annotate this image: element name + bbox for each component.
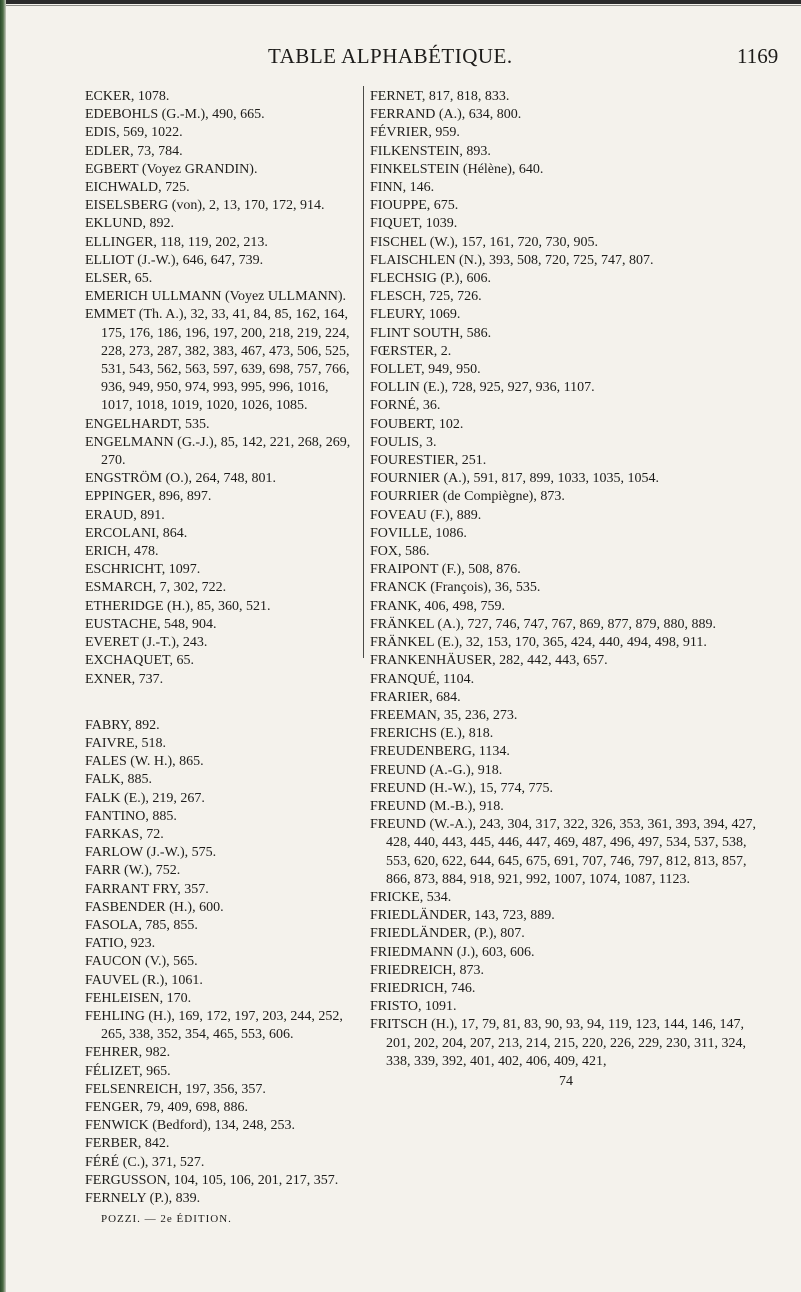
binding-edge [0,0,6,1292]
index-entry: FRÄNKEL (E.), 32, 153, 170, 365, 424, 440, 494, 498, 911. [370,635,707,651]
index-group-f [85,717,359,1208]
page-top-edge [0,0,801,4]
right-column [370,88,762,1091]
index-entry: FRANKENHÄUSER, 282, 442, 443, 657. [370,653,608,669]
index-entry: FERNELY (P.), 839. [85,1190,201,1206]
index-entry: FOVEAU (F.), 889. [370,507,482,523]
page-title: TABLE ALPHABÉTIQUE. [268,44,513,68]
index-entry: FEHLING (H.), 169, 172, 197, 203, 244, 252, 265, 338, 352, 354, 465, 553, 606. [85,1008,343,1043]
index-entry: EGBERT (Voyez GRANDIN). [85,161,258,177]
index-entry: FERRAND (A.), 634, 800. [370,107,522,123]
index-entry: FABRY, 892. [85,717,160,733]
index-entry: FOLLIN (E.), 728, 925, 927, 936, 1107. [370,380,595,396]
index-entry: FRIEDREICH, 873. [370,962,484,978]
index-entry: FARKAS, 72. [85,826,164,842]
index-entry: FARR (W.), 752. [85,863,181,879]
page-header [0,44,801,74]
index-entry: FENWICK (Bedford), 134, 248, 253. [85,1118,295,1134]
index-entry: FELSENREICH, 197, 356, 357. [85,1081,266,1097]
index-entry: ESMARCH, 7, 302, 722. [85,580,227,596]
index-entry: ESCHRICHT, 1097. [85,562,201,578]
index-entry: FAUVEL (R.), 1061. [85,972,203,988]
index-entry: ENGELHARDT, 535. [85,416,210,432]
index-entry: FOURESTIER, 251. [370,453,487,469]
edition-note: POZZI. — 2e ÉDITION. [101,1213,232,1226]
index-entry: FRITSCH (H.), 17, 79, 81, 83, 90, 93, 94, 119, 123, 144, 146, 147, 201, 202, 204, 207, 213, 214, 215, 220, 226, 229, 230, 311, 324, 338, 339, 392, 401, 402, 406, 409, 421, [370,1017,746,1069]
index-entry: FOURNIER (A.), 591, 817, 899, 1033, 1035, 1054. [370,471,659,487]
index-entry: FOURRIER (de Compiègne), 873. [370,489,565,505]
index-entry: EVERET (J.-T.), 243. [85,635,208,651]
index-entry: FINKELSTEIN (Hélène), 640. [370,161,544,177]
index-entry: FASBENDER (H.), 600. [85,899,224,915]
index-entry: ELLINGER, 118, 119, 202, 213. [85,234,268,250]
index-entry: EDIS, 569, 1022. [85,125,183,141]
page-number: 1169 [737,44,779,68]
index-entry: FRIEDMANN (J.), 603, 606. [370,944,535,960]
index-entry: FALK (E.), 219, 267. [85,790,205,806]
index-entry: FREEMAN, 35, 236, 273. [370,707,518,723]
index-entry: EPPINGER, 896, 897. [85,489,212,505]
index-entry: FÉRÉ (C.), 371, 527. [85,1154,205,1170]
index-entry: ECKER, 1078. [85,89,170,104]
index-entry: ELSER, 65. [85,271,153,287]
index-entry: FALES (W. H.), 865. [85,754,204,770]
index-entry: FRISTO, 1091. [370,999,457,1015]
index-entry: FOX, 586. [370,544,430,560]
signature-row [370,1073,762,1091]
index-entry: ERICH, 478. [85,544,159,560]
column-divider [363,86,364,658]
index-entry: FLESCH, 725, 726. [370,289,482,305]
index-entry: EKLUND, 892. [85,216,175,232]
page-top-line [0,5,801,6]
index-entry: FRIEDLÄNDER, (P.), 807. [370,926,525,942]
index-entry: FIOUPPE, 675. [370,198,459,214]
index-entry: FREUDENBERG, 1134. [370,744,510,760]
index-entry: FRERICHS (E.), 818. [370,726,494,742]
index-entry: FARRANT FRY, 357. [85,881,209,897]
index-entry: FÉLIZET, 965. [85,1063,171,1079]
index-entry: FIQUET, 1039. [370,216,458,232]
index-entry: FRÄNKEL (A.), 727, 746, 747, 767, 869, 877, 879, 880, 889. [370,616,716,632]
index-entry: FANTINO, 885. [85,808,177,824]
index-entry: FRIEDRICH, 746. [370,980,476,996]
index-entry: ERAUD, 891. [85,507,165,523]
index-entry: FERGUSSON, 104, 105, 106, 201, 217, 357. [85,1172,339,1188]
index-entry: FOLLET, 949, 950. [370,362,481,378]
index-entry: FREUND (A.-G.), 918. [370,762,503,778]
index-entry: EUSTACHE, 548, 904. [85,616,217,632]
index-entry: FISCHEL (W.), 157, 161, 720, 730, 905. [370,234,599,250]
index-entry: EDLER, 73, 784. [85,143,183,159]
index-entry: FRANCK (François), 36, 535. [370,580,541,596]
index-entry: EMMET (Th. A.), 32, 33, 41, 84, 85, 162, 164, 175, 176, 186, 196, 197, 200, 218, 219, 224, 228, 273, 287, 382, 383, 467, 473, 506, 525, 531, 543, 562, 563, 597, 639, 698, 757, 766, 936, 949, 950, 974, 993, 995, 996, 1016, 1017, 1018, 1019, 1020, 1026, 1085. [85,307,350,414]
index-entry: FÉVRIER, 959. [370,125,460,141]
index-entry: EICHWALD, 725. [85,180,190,196]
index-entry: FINN, 146. [370,180,435,196]
index-entry: FASOLA, 785, 855. [85,917,198,933]
index-entry: FOULIS, 3. [370,434,437,450]
index-entry: FREUND (W.-A.), 243, 304, 317, 322, 326, 353, 361, 393, 394, 427, 428, 440, 443, 445, 446, 447, 469, 487, 496, 497, 534, 537, 538, 553, 620, 622, 644, 645, 675, 691, 707, 746, 797, 812, 813, 857, 866, 873, 884, 918, 921, 992, 1007, 1074, 1087, 1123. [370,817,757,887]
index-entry: EXCHAQUET, 65. [85,653,195,669]
index-entry: FRARIER, 684. [370,689,461,705]
index-entry: FEHRER, 982. [85,1045,171,1061]
index-entry: ENGSTRÖM (O.), 264, 748, 801. [85,471,276,487]
index-entry: FALK, 885. [85,772,153,788]
index-entry: FENGER, 79, 409, 698, 886. [85,1099,248,1115]
index-entry: FERNET, 817, 818, 833. [370,89,510,104]
index-entry: FATIO, 923. [85,936,156,952]
index-entry: ELLIOT (J.-W.), 646, 647, 739. [85,252,264,268]
index-entry: FRIEDLÄNDER, 143, 723, 889. [370,908,555,924]
index-entry: FILKENSTEIN, 893. [370,143,491,159]
index-entry: FORNÉ, 36. [370,398,441,414]
index-entry: FLECHSIG (P.), 606. [370,271,491,287]
index-entry: FLAISCHLEN (N.), 393, 508, 720, 725, 747, 807. [370,252,654,268]
index-entry: EDEBOHLS (G.-M.), 490, 665. [85,107,265,123]
index-entry: FŒRSTER, 2. [370,343,452,359]
index-entry: FAIVRE, 518. [85,735,167,751]
index-entry: EXNER, 737. [85,671,164,687]
signature-mark: 74 [559,1073,573,1089]
index-entry: EISELSBERG (von), 2, 13, 170, 172, 914. [85,198,325,214]
index-entry: FLINT SOUTH, 586. [370,325,492,341]
index-entry: FREUND (M.-B.), 918. [370,798,504,814]
index-entry: FOUBERT, 102. [370,416,464,432]
index-group-f-cont [370,88,762,1071]
index-entry: ETHERIDGE (H.), 85, 360, 521. [85,598,271,614]
index-entry: FRANK, 406, 498, 759. [370,598,505,614]
index-entry: FARLOW (J.-W.), 575. [85,845,217,861]
letter-gap [85,689,359,717]
footer-row [85,1210,359,1228]
index-entry: FRICKE, 534. [370,889,452,905]
index-entry: ERCOLANI, 864. [85,525,188,541]
index-entry: FRANQUÉ, 1104. [370,671,475,687]
index-entry: FAUCON (V.), 565. [85,954,198,970]
index-entry: FERBER, 842. [85,1136,170,1152]
index-entry: FLEURY, 1069. [370,307,461,323]
index-entry: ENGELMANN (G.-J.), 85, 142, 221, 268, 269, 270. [85,434,351,469]
index-entry: EMERICH ULLMANN (Voyez ULLMANN). [85,289,347,305]
index-entry: FOVILLE, 1086. [370,525,467,541]
index-entry: FREUND (H.-W.), 15, 774, 775. [370,780,554,796]
index-entry: FRAIPONT (F.), 508, 876. [370,562,521,578]
index-group-e [85,88,359,689]
index-entry: FEHLEISEN, 170. [85,990,192,1006]
left-column [85,88,359,1228]
